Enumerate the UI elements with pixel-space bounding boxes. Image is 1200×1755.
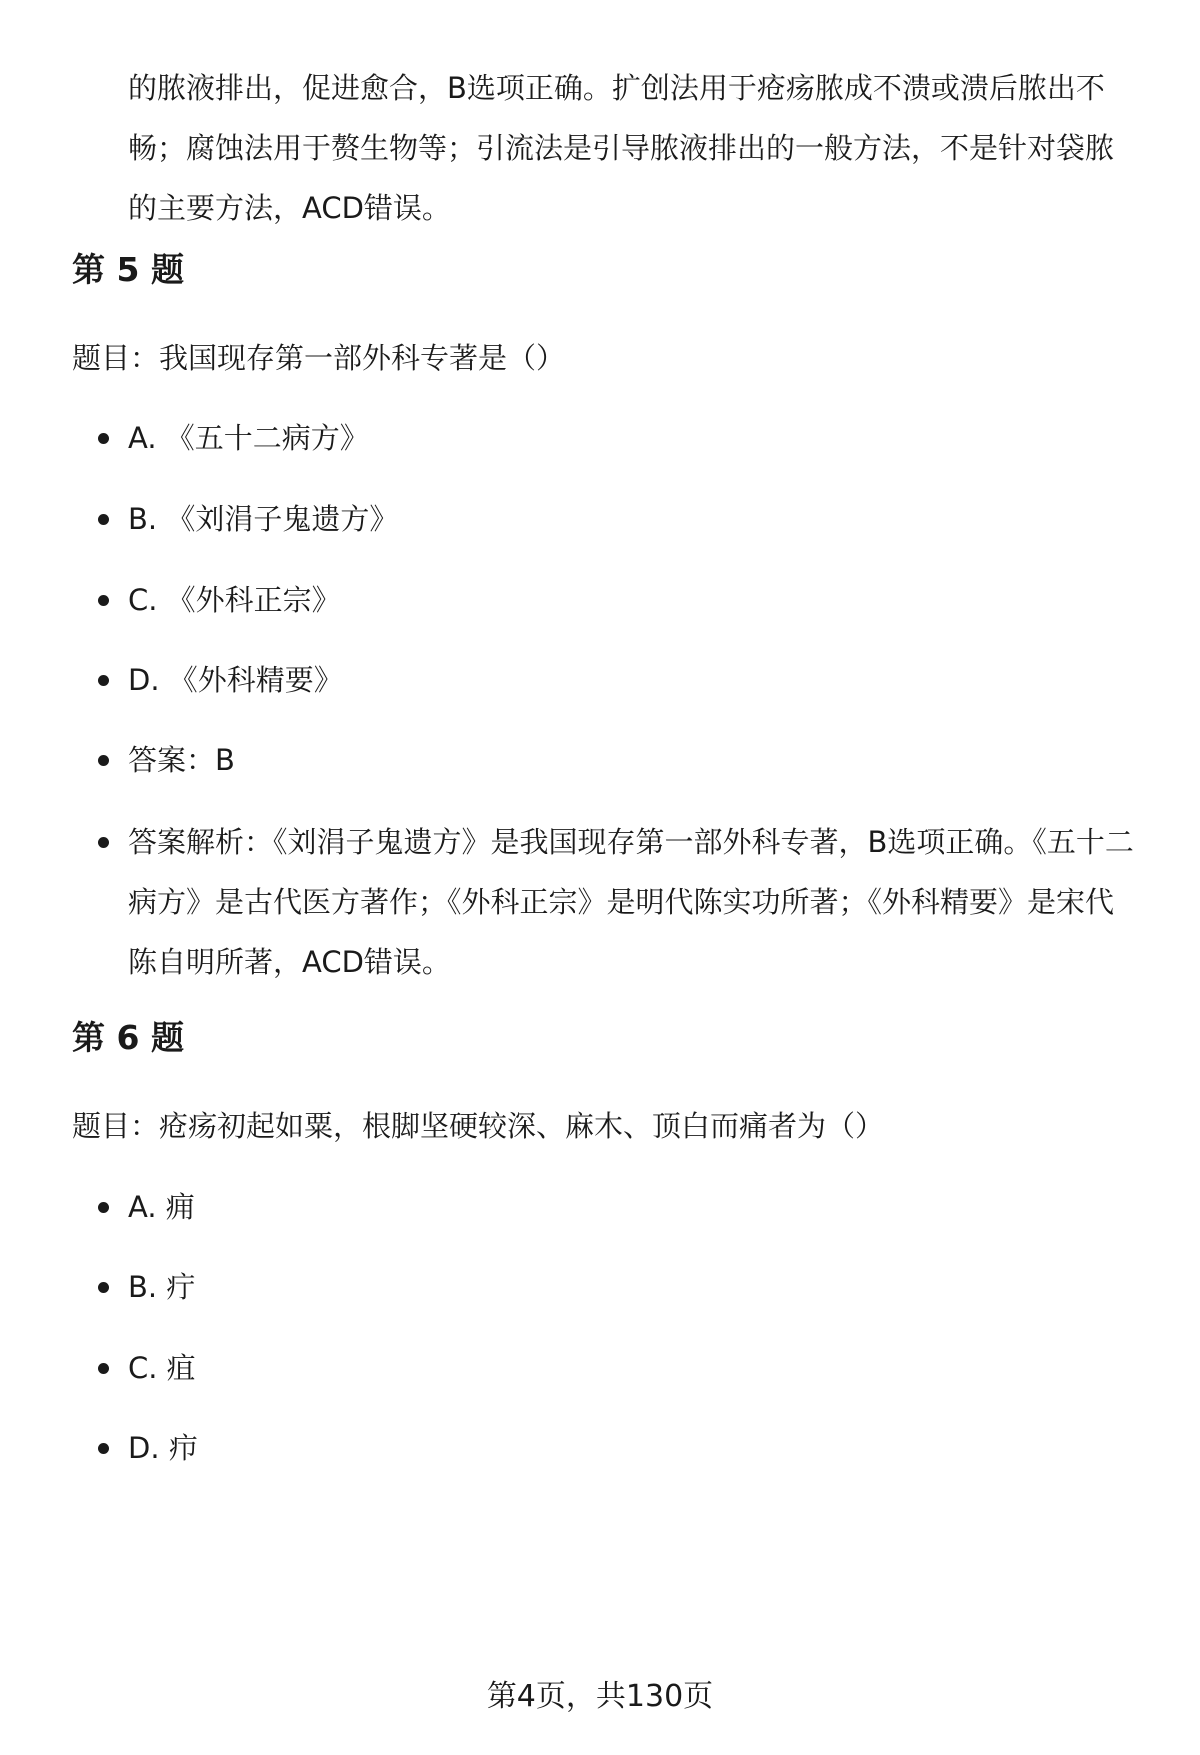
question-6-title: 第 6 题 — [72, 1018, 184, 1057]
option-text: B. 疔 — [128, 1270, 196, 1304]
option-d — [128, 650, 1138, 710]
bullet-icon — [98, 1202, 109, 1213]
bullet-icon — [98, 1363, 109, 1374]
answer-explanation — [128, 812, 1138, 992]
option-text: B. 《刘涓子鬼遗方》 — [128, 502, 399, 536]
previous-explanation-continuation: 的脓液排出，促进愈合，B选项正确。扩创法用于疮疡脓成不溃或溃后脓出不畅；腐蚀法用于赘生物等；引流法是引导脓液排出的一般方法，不是针对袋脓的主要方法，ACD错误。 — [128, 71, 1115, 225]
option-b — [128, 1257, 1138, 1317]
bullet-icon — [98, 1282, 109, 1293]
question-6-stem: 题目：疮疡初起如粟，根脚坚硬较深、麻木、顶白而痛者为（） — [72, 1109, 885, 1143]
bullet-icon — [98, 514, 109, 525]
option-a — [128, 1177, 1138, 1237]
option-text: C. 《外科正宗》 — [128, 583, 341, 617]
bullet-icon — [98, 755, 109, 766]
bullet-icon — [98, 837, 109, 848]
option-text: A. 痈 — [128, 1190, 195, 1224]
question-5-title: 第 5 题 — [72, 250, 184, 289]
option-text: A. 《五十二病方》 — [128, 421, 369, 455]
bullet-icon — [98, 1443, 109, 1454]
option-c — [128, 1338, 1138, 1398]
question-5-stem: 题目：我国现存第一部外科专著是（） — [72, 341, 566, 375]
bullet-icon — [98, 675, 109, 686]
option-c — [128, 570, 1138, 630]
option-text: D. 《外科精要》 — [128, 663, 343, 697]
option-d — [128, 1418, 1138, 1478]
bullet-icon — [98, 595, 109, 606]
answer-text: 答案：B — [128, 743, 235, 777]
option-text: D. 疖 — [128, 1431, 198, 1465]
option-a — [128, 408, 1138, 468]
option-b — [128, 489, 1138, 549]
answer — [128, 730, 1138, 790]
bullet-icon — [98, 433, 109, 444]
option-text: C. 疽 — [128, 1351, 196, 1385]
explanation-text: 答案解析：《刘涓子鬼遗方》是我国现存第一部外科专著，B选项正确。《五十二病方》是古代医方著作；《外科正宗》是明代陈实功所著；《外科精要》是宋代陈自明所著，ACD错误。 — [128, 825, 1134, 979]
page-number-footer: 第4页，共130页 — [486, 1679, 714, 1714]
